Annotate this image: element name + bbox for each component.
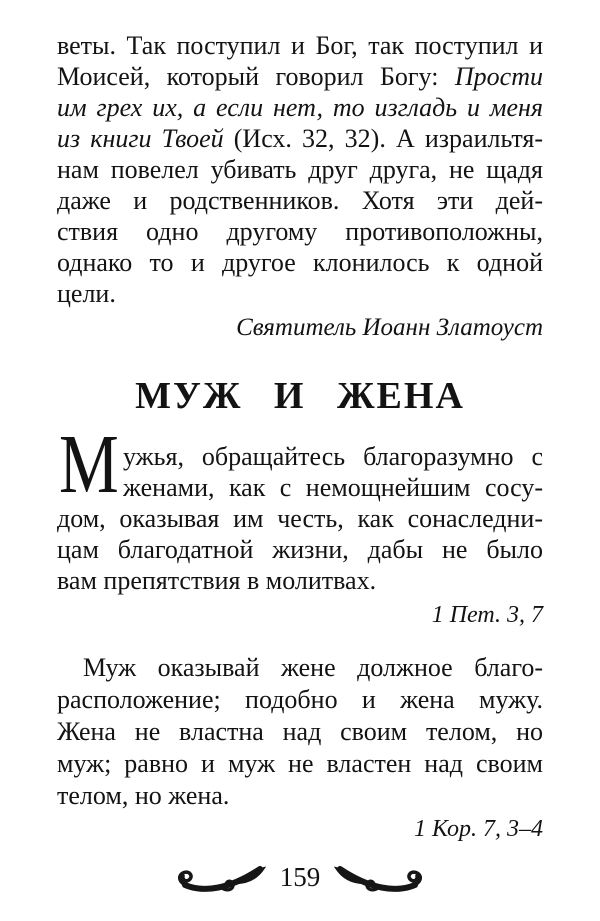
text-segment: даже и родственников. Хотя эти дей- bbox=[57, 186, 543, 215]
text-line bbox=[57, 565, 543, 596]
text-line bbox=[57, 716, 543, 748]
text-segment: муж; равно и муж не властен над своим bbox=[57, 749, 543, 778]
scroll-flourish-left-icon bbox=[178, 860, 266, 894]
scripture-quote-1 bbox=[57, 418, 543, 630]
text-segment: однако то и другое клонилось к одной bbox=[57, 248, 543, 277]
paragraph-continuation bbox=[57, 30, 543, 343]
text-segment: цели. bbox=[57, 279, 116, 308]
text-line bbox=[57, 748, 543, 780]
text-segment: дом, оказывая им честь, как сонаследни- bbox=[57, 504, 543, 533]
text-line bbox=[123, 472, 543, 503]
text-segment: телом, но жена. bbox=[57, 781, 230, 810]
text-line bbox=[57, 503, 543, 534]
text-line bbox=[57, 278, 543, 309]
text-line bbox=[57, 185, 543, 216]
text-line bbox=[57, 92, 543, 123]
text-line bbox=[57, 61, 543, 92]
page-footer bbox=[57, 860, 543, 894]
page-number: 159 bbox=[279, 862, 321, 892]
scroll-flourish-right-icon bbox=[334, 860, 422, 894]
drop-cap: М bbox=[59, 418, 119, 511]
text-line bbox=[57, 247, 543, 278]
text-segment: цам благодатной жизни, дабы не было bbox=[57, 535, 543, 564]
text-segment: веты. Так поступил и Бог, так поступил и bbox=[57, 31, 543, 60]
text-line bbox=[57, 123, 543, 154]
chapter-title: МУЖ И ЖЕНА bbox=[135, 375, 465, 417]
text-line bbox=[57, 154, 543, 185]
text-line bbox=[57, 780, 543, 812]
text-line bbox=[123, 441, 543, 472]
text-line bbox=[57, 534, 543, 565]
text-segment: расположение; подобно и жена мужу. bbox=[57, 685, 543, 714]
text-segment: вам препятствия в молитвах. bbox=[57, 566, 377, 595]
text-segment: Муж оказывай жене должное благо- bbox=[83, 653, 543, 682]
text-line bbox=[57, 30, 543, 61]
text-segment: Моисей, который говорил Богу: bbox=[57, 62, 455, 91]
text-segment: ужья, обращайтесь благоразумно с bbox=[123, 442, 543, 471]
scripture-italic-segment: из книги Твоей bbox=[57, 124, 224, 153]
scripture-citation: 1 Пет. 3, 7 bbox=[431, 602, 543, 628]
text-segment: нам повелел убивать друг друга, не щадя bbox=[57, 155, 543, 184]
text-segment: ствия одно другому противоположны, bbox=[57, 217, 543, 246]
text-line bbox=[57, 684, 543, 716]
text-line bbox=[57, 216, 543, 247]
scripture-italic-segment: им грех их, а если нет, то изгладь и меня bbox=[57, 93, 543, 122]
text-segment: Жена не властна над своим телом, но bbox=[57, 717, 543, 746]
scripture-quote-2 bbox=[57, 652, 543, 844]
text-line bbox=[57, 652, 543, 684]
author-attribution: Святитель Иоанн Златоуст bbox=[236, 314, 543, 341]
scripture-italic-segment: Прости bbox=[454, 62, 543, 91]
text-segment: женами, как с немощнейшим сосу- bbox=[123, 473, 543, 502]
text-segment: (Исх. 32, 32). А израильтя- bbox=[223, 124, 543, 153]
scripture-citation: 1 Кор. 7, 3–4 bbox=[413, 816, 543, 842]
